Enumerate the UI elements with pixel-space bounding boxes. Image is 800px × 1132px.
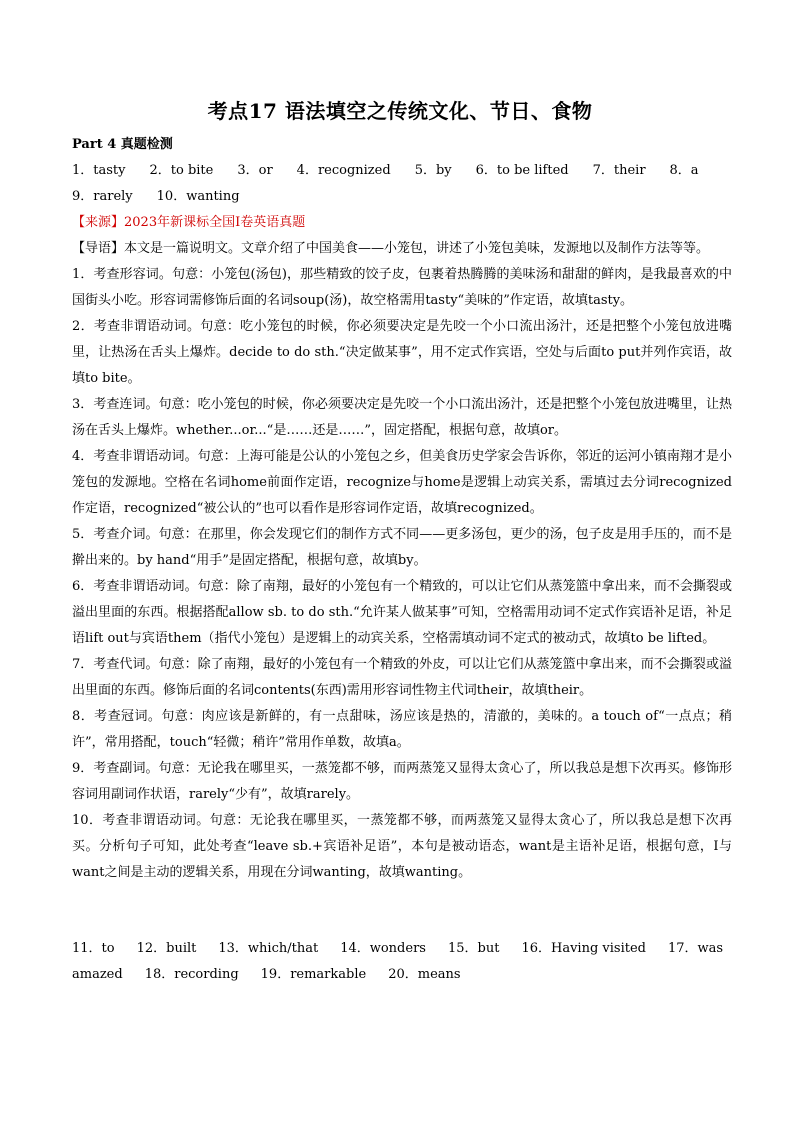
explanation-5: 5．考查介词。句意：在那里，你会发现它们的制作方式不同——更多汤包，更少的汤，包子皮是用手压的，而不是擀出来的。by hand“用手”是固定搭配，根据句意，故填by。 [72,527,732,568]
answer-item: 8．a [669,163,699,178]
answer-row-4 [72,962,732,988]
source-line: 【来源】2023年新课标全国Ⅰ卷英语真题 [72,215,306,230]
answer-item: 2．to bite [149,163,214,178]
answer-item: 19．remarkable [260,967,367,982]
explanation-7: 7．考查代词。句意：除了南翔，最好的小笼包有一个精致的外皮，可以让它们从蒸笼篮中拿出来，而不会撕裂或溢出里面的东西。修饰后面的名词contents(东西)需用形容词性物主代词their，故填their。 [72,657,732,698]
answer-item: 17．was [667,941,724,956]
answer-item: 1．tasty [72,163,126,178]
answer-item: 18．recording [144,967,239,982]
explanation-9: 9．考查副词。句意：无论我在哪里买，一蒸笼都不够，而两蒸笼又显得太贪心了，所以我总是想下次再买。修饰形容词用副词作状语，rarely“少有”，故填rarely。 [72,761,732,802]
explanation-2: 2．考查非谓语动词。句意：吃小笼包的时候，你必须要决定是先咬一个小口流出汤汁，还是把整个小笼包放进嘴里，让热汤在舌头上爆炸。decide to do sth.“决定做某事”，用不定式作宾语，空处与后面to put并列作宾语，故填to bite。 [72,319,732,386]
answer-row-1 [72,158,732,184]
answer-item: 15．but [447,941,500,956]
answer-item: 20．means [388,967,461,982]
answer-item: 11．to [72,941,115,956]
answer-item: 6．to be lifted [475,163,569,178]
answer-item: 5．by [414,163,452,178]
answer-item: amazed [72,967,123,982]
explanation-6: 6．考查非谓语动词。句意：除了南翔，最好的小笼包有一个精致的，可以让它们从蒸笼篮中拿出来，而不会撕裂或溢出里面的东西。根据搭配allow sb. to do sth.“允许某人做某事”可知，空格需用动词不定式作宾语补足语，补足语lift out与宾语them（指代小笼包）是逻辑上的动宾关系，空格需填动词不定式的被动式，故填to be lifted。 [72,579,732,646]
explanation-1: 1．考查形容词。句意：小笼包(汤包)，那些精致的饺子皮，包裹着热腾腾的美味汤和甜甜的鲜肉，是我最喜欢的中国街头小吃。形容词需修饰后面的名词soup(汤)，故空格需用tasty“美味的”作定语，故填tasty。 [72,267,732,308]
explanation-4: 4．考查非谓语动词。句意：上海可能是公认的小笼包之乡，但美食历史学家会告诉你，邻近的运河小镇南翔才是小笼包的发源地。空格在名词home前面作定语，recognize与home是逻辑上动宾关系，需填过去分词recognized作定语，recognized“被公认的”也可以看作是形容词作定语，故填recognized。 [72,449,732,516]
answer-item: 9．rarely [72,189,133,204]
spacer [72,886,732,936]
guide-paragraph: 【导语】本文是一篇说明文。文章介绍了中国美食——小笼包，讲述了小笼包美味，发源地以及制作方法等等。 [72,241,710,256]
explanation-3: 3．考查连词。句意：吃小笼包的时候，你必须要决定是先咬一个小口流出汤汁，还是把整个小笼包放进嘴里，让热汤在舌头上爆炸。whether...or...“是……还是……”，固定搭配，根据句意，故填or。 [72,397,732,438]
document-body [72,132,732,988]
answer-item: 16．Having visited [521,941,646,956]
answer-row-2 [72,184,732,210]
answer-item: 14．wonders [340,941,426,956]
answer-row-3 [72,936,732,962]
answer-item: 7．their [592,163,646,178]
answer-item: 4．recognized [296,163,391,178]
part-heading: Part 4 真题检测 [72,137,173,152]
answer-item: 10．wanting [156,189,240,204]
answer-item: 13．which/that [218,941,319,956]
page-title: 考点17 语法填空之传统文化、节日、食物 [207,99,593,123]
explanation-8: 8．考查冠词。句意：肉应该是新鲜的，有一点甜味，汤应该是热的，清澈的，美味的。a touch of“一点点；稍许”，常用搭配，touch“轻微；稍许”常用作单数，故填a。 [72,709,732,750]
explanation-10: 10．考查非谓语动词。句意：无论我在哪里买，一蒸笼都不够，而两蒸笼又显得太贪心了，所以我总是想下次再买。分析句子可知，此处考查“leave sb.+宾语补足语”，本句是被动语态，want是主语补足语，根据句意，I与want之间是主动的逻辑关系，用现在分词wanting，故填wanting。 [72,813,732,880]
answer-item: 3．or [237,163,273,178]
answer-item: 12．built [136,941,197,956]
